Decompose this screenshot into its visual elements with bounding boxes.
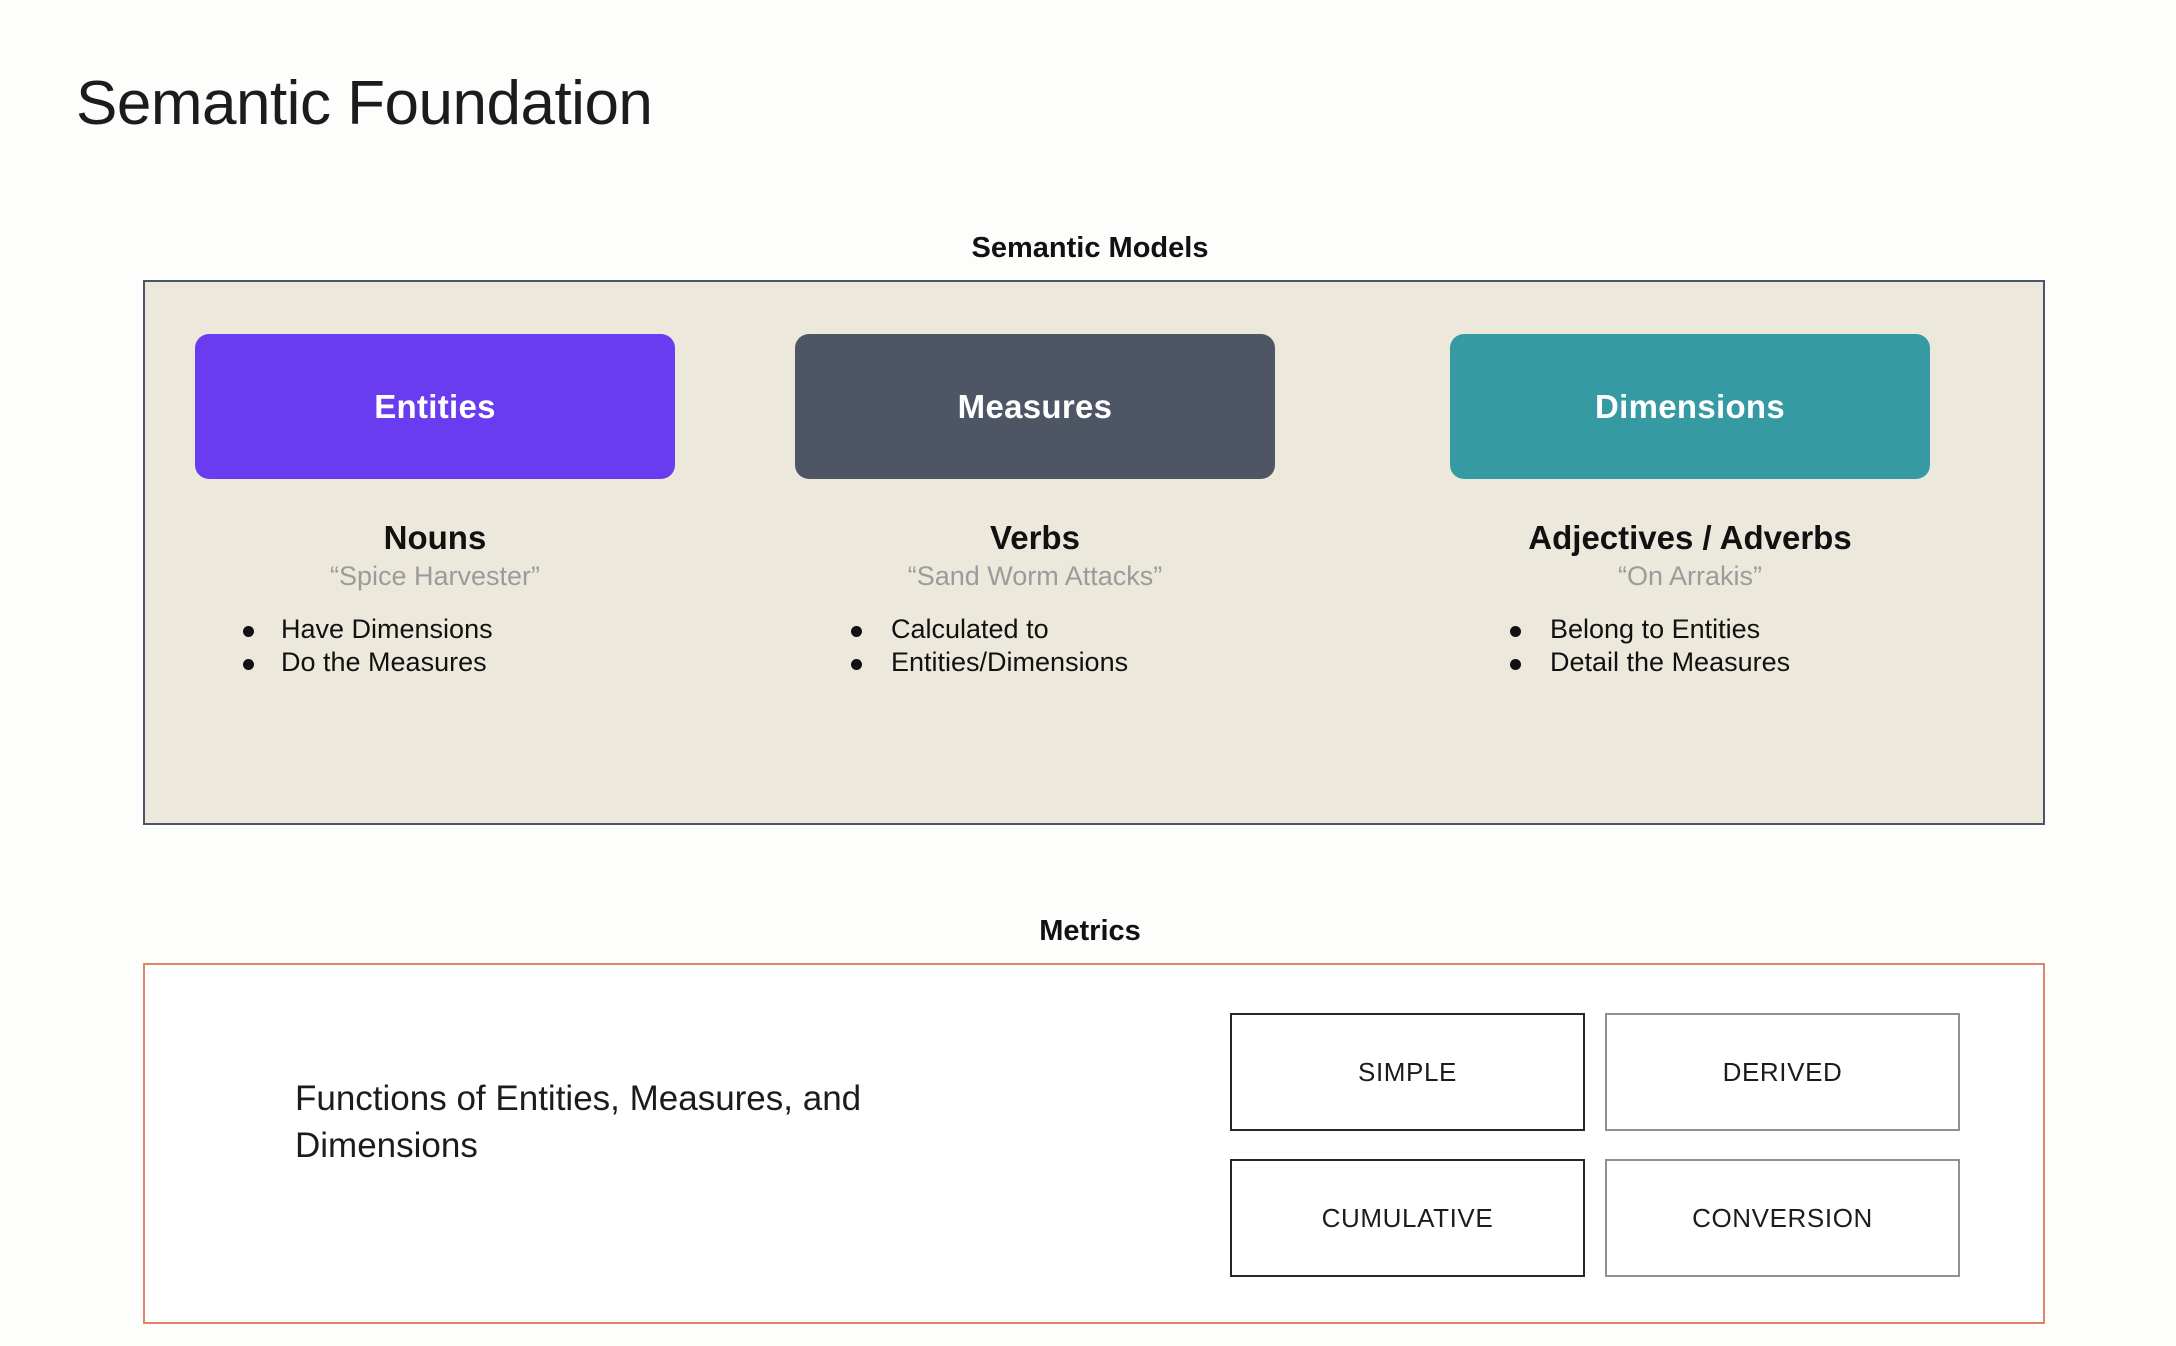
entities-pill-label: Entities bbox=[374, 387, 496, 425]
metric-chip-group bbox=[1230, 1013, 1930, 1277]
dimensions-example: “On Arrakis” bbox=[1617, 561, 1763, 591]
entities-example: “Spice Harvester” bbox=[329, 561, 541, 591]
column-measures bbox=[795, 334, 1275, 680]
measures-pill-label: Measures bbox=[957, 387, 1113, 425]
measures-part-of-speech: Verbs bbox=[990, 519, 1080, 556]
list-item: Detail the Measures bbox=[1450, 647, 1930, 678]
list-item: Have Dimensions bbox=[195, 614, 675, 645]
dimensions-bullet-list bbox=[1450, 614, 1930, 678]
measures-pill bbox=[795, 334, 1275, 479]
dimensions-part-of-speech: Adjectives / Adverbs bbox=[1528, 519, 1852, 556]
measures-bullet-list bbox=[795, 614, 1275, 678]
entities-pill bbox=[195, 334, 675, 479]
list-item: Calculated to bbox=[795, 614, 1275, 645]
metric-chip-simple: SIMPLE bbox=[1230, 1013, 1585, 1131]
metrics-panel bbox=[143, 963, 2045, 1324]
list-item: Do the Measures bbox=[195, 647, 675, 678]
dimensions-pill-label: Dimensions bbox=[1594, 387, 1786, 425]
entities-bullet-list bbox=[195, 614, 675, 678]
metric-chip-conversion: CONVERSION bbox=[1605, 1159, 1960, 1277]
metrics-description: Functions of Entities, Measures, and Dimensions bbox=[295, 1079, 862, 1166]
column-entities bbox=[195, 334, 675, 680]
column-dimensions bbox=[1450, 334, 1930, 680]
semantic-models-heading: Semantic Models bbox=[971, 232, 1209, 264]
measures-example: “Sand Worm Attacks” bbox=[907, 561, 1163, 591]
metrics-heading: Metrics bbox=[1039, 915, 1141, 947]
list-item-continuation: Entities/Dimensions bbox=[795, 647, 1275, 678]
page-title: Semantic Foundation bbox=[76, 69, 653, 138]
semantic-models-panel bbox=[143, 280, 2045, 825]
metric-chip-derived: DERIVED bbox=[1605, 1013, 1960, 1131]
entities-part-of-speech: Nouns bbox=[383, 519, 487, 556]
metric-chip-cumulative: CUMULATIVE bbox=[1230, 1159, 1585, 1277]
dimensions-pill bbox=[1450, 334, 1930, 479]
list-item: Belong to Entities bbox=[1450, 614, 1930, 645]
